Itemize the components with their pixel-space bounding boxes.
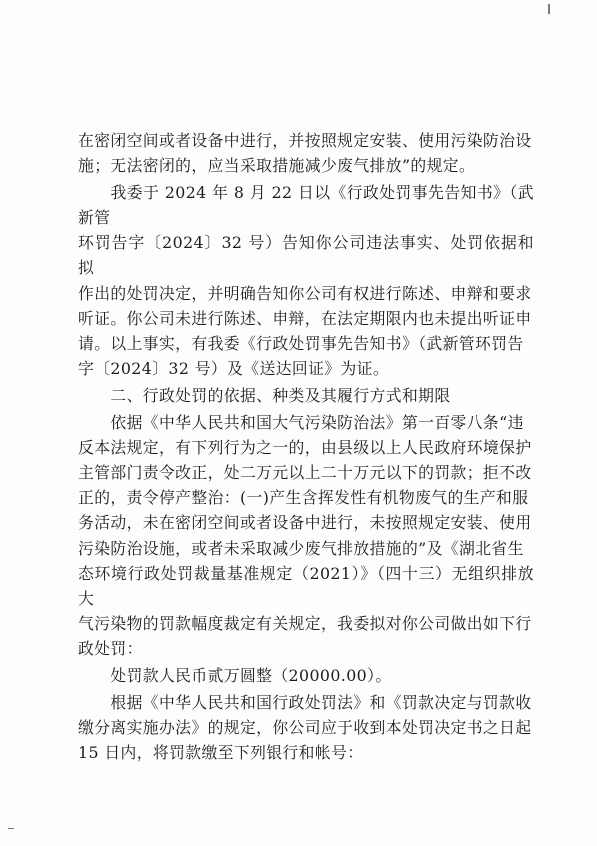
paragraph-notice-history: 我委于 2024 年 8 月 22 日以《行政处罚事先告知书》（武新管 环罚告字〔2024〕32 号）告知你公司违法事实、处罚依据和拟 作出的处罚决定，并明确告知你公司有权进行陈述、申辩和要求 听证。你公司未进行陈述、申辩，在法定期限内也未提出听证申 请。以上事实，有我委《行政处罚事先告知书》（武新管环罚告 字〔2024〕32 号）及《送达回证》为证。 [78,183,534,378]
paragraph-continuation: 在密闭空间或者设备中进行，并按照规定安装、使用污染防治设 施；无法密闭的，应当采取措施减少废气排放”的规定。 [78,131,532,176]
section-heading-penalty-basis: 二、行政处罚的依据、种类及其履行方式和期限 [78,385,451,405]
scan-edge-mark-top-right [548,4,550,14]
paragraph-legal-basis: 依据《中华人民共和国大气污染防治法》第一百零八条“违 反本法规定，有下列行为之一的，由县级以上人民政府环境保护 主管部门责令改正，处二万元以上二十万元以下的罚款；拒不改 正的，责令停产整治：(一)产生含挥发性有机物废气的生产和服 务活动，未在密闭空间或者设备中进行，未按照规定安装、使用 污染防治设施，或者未采取减少废气排放措施的”及《湖北省生 态环境行政处罚裁量基准规定（2021）》（四十三）无组织排放大 气污染物的罚款幅度裁定有关规定，我委拟对你公司做出如下行 政处罚： [78,413,534,658]
scan-edge-mark-bottom-left [8,828,14,829]
paragraph-payment-instructions: 根据《中华人民共和国行政处罚法》和《罚款决定与罚款收 缴分离实施办法》的规定，你公司应于收到本处罚决定书之日起 15 日内，将罚款缴至下列银行和帐号： [78,693,532,763]
document-body [78,128,534,765]
paragraph-fine-amount: 处罚款人民币贰万圆整（20000.00）。 [78,665,392,685]
